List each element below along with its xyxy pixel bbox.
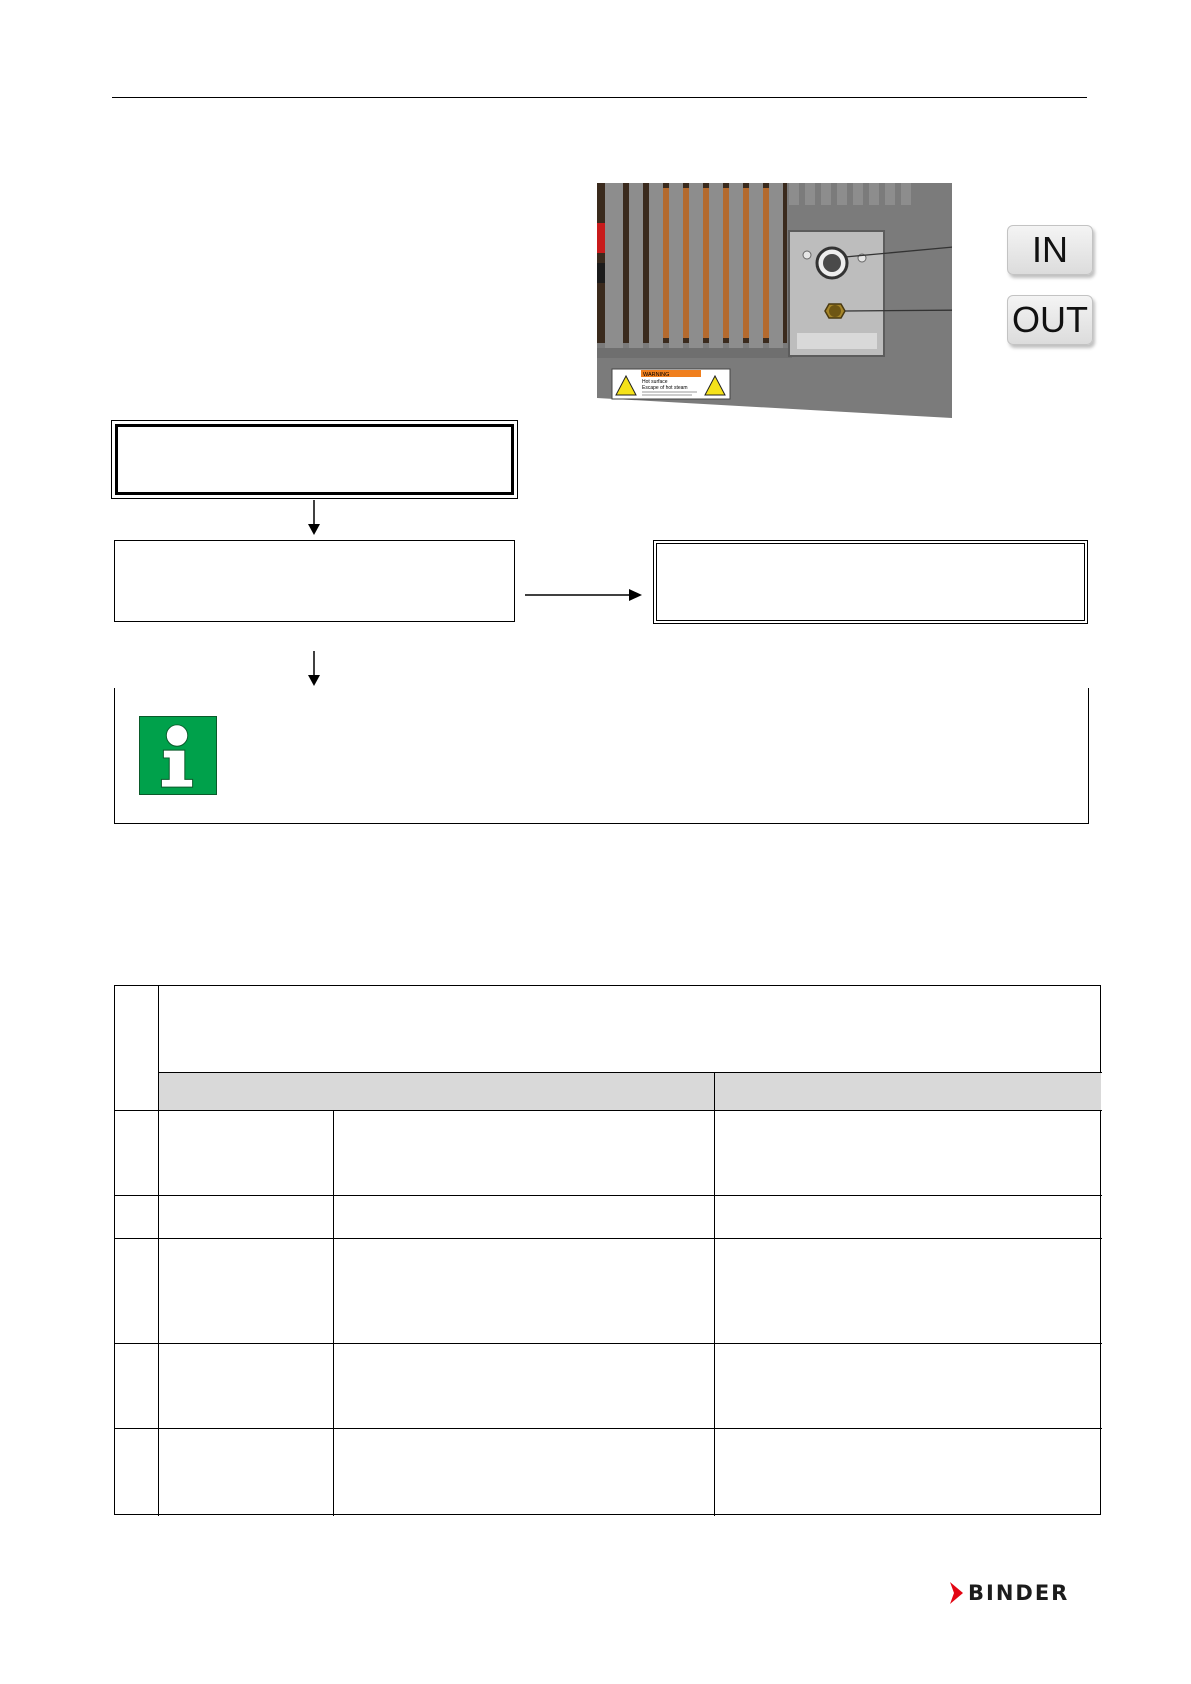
info-panel bbox=[114, 688, 1089, 824]
warning-label-line1: Hot surface bbox=[642, 379, 668, 385]
arrow-down-icon bbox=[307, 651, 321, 687]
flow-box-start bbox=[115, 424, 514, 495]
warning-label-line2: Escape of hot steam bbox=[642, 385, 688, 391]
header-rule bbox=[112, 97, 1087, 98]
connection-photo bbox=[597, 183, 952, 418]
data-table bbox=[114, 985, 1101, 1515]
binder-logo bbox=[950, 1580, 1069, 1606]
table-header-row bbox=[159, 1072, 1101, 1110]
info-icon bbox=[139, 716, 217, 795]
logo-text: BINDER bbox=[968, 1581, 1070, 1605]
logo-mark-icon bbox=[950, 1582, 964, 1604]
flow-box-right bbox=[653, 540, 1088, 624]
arrow-right-icon bbox=[525, 587, 643, 603]
arrow-down-icon bbox=[307, 500, 321, 536]
callout-in: IN bbox=[1007, 225, 1093, 275]
warning-label-heading: WARNING bbox=[643, 372, 670, 378]
callout-out: OUT bbox=[1007, 295, 1093, 345]
flow-box-middle bbox=[114, 540, 515, 622]
